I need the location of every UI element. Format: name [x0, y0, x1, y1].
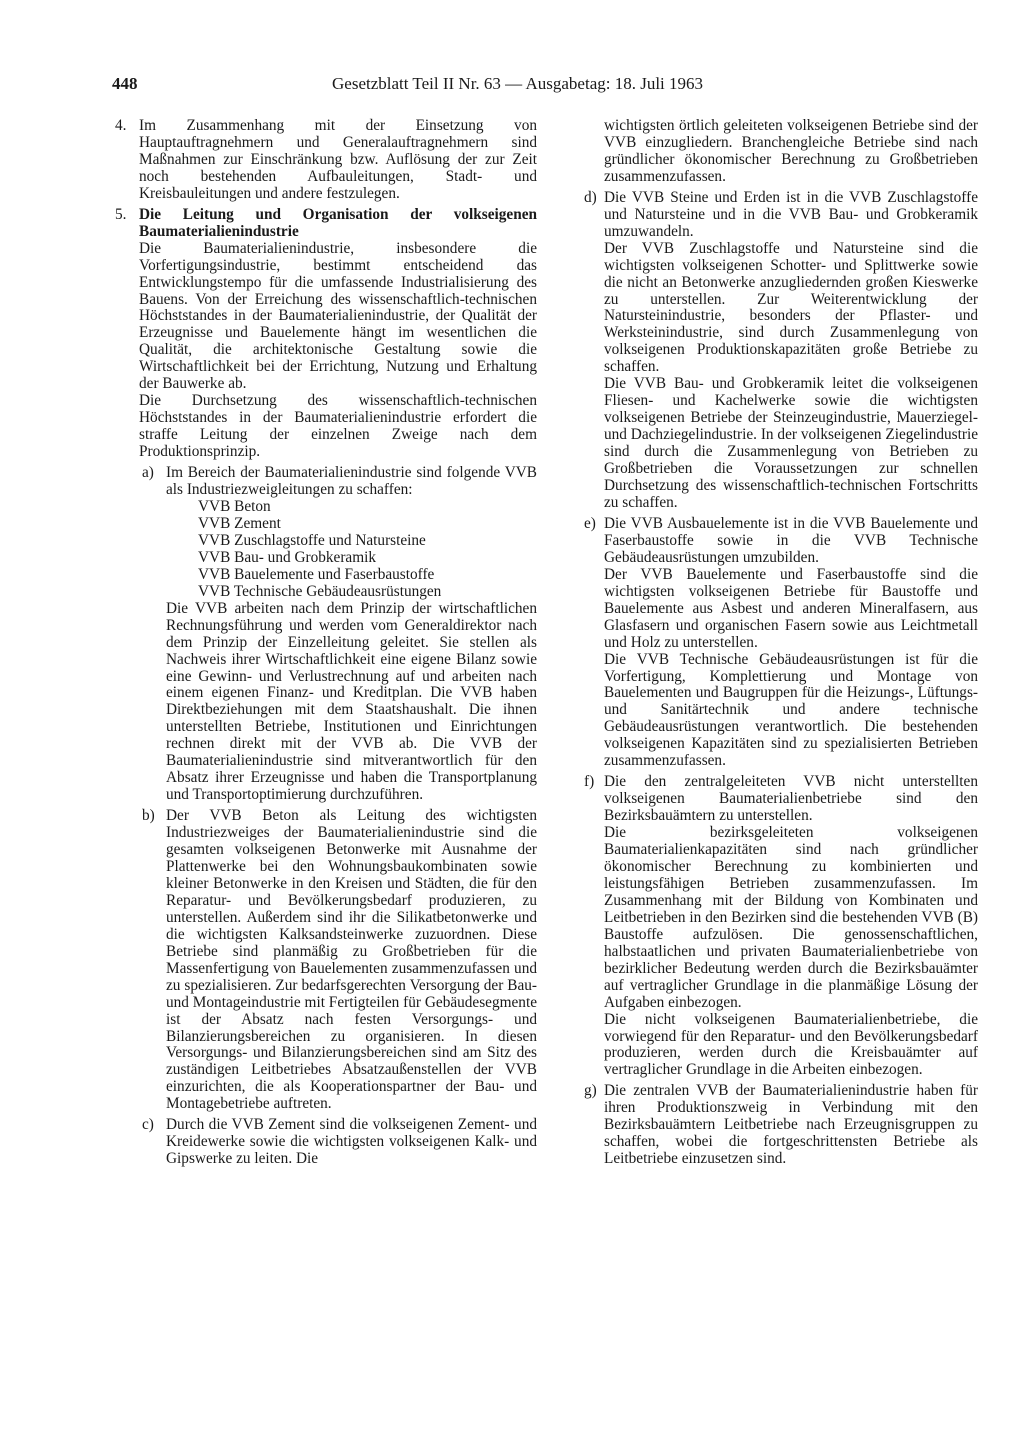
paragraph: Der VVB Beton als Leitung des wichtigsten Industriezweiges der Baumaterialienindustrie sind die gesamten volkseigenen Betonwerke mit Ausnahme der Plattenwerke bei den Wohnungsbaukombinaten sowie kleiner Betonwerke in den Kreisen und Städten, die für den Reparatur- und Bevölkerungsbedarf produzieren, zu unterstellen. Außerdem sind ihr die Silikatbetonwerke und die wichtigsten Kalksandsteinwerke zuzuordnen. Diese Betriebe sind planmäßig zu Großbetrieben für die Massenfertigung von Bauelementen zusammenzufassen und zu spezialisieren. Zur bedarfsgerechten Versorgung der Bau- und Montageindustrie mit Fertigteilen für Gebäudesegmente ist der Absatz nach festen Versorgungs- und Bilanzierungsbereichen zu organisieren. In diesen Versorgungs- und Bilanzierungsbereichen sind am Sitz des zuständigen Leitbetriebes Absatzaußenstellen der VVB einzurichten, die als Kooperationspartner der Bau- und Montagebetriebe auftreten. [166, 807, 537, 1113]
subitem-label: b) [142, 807, 155, 825]
item-text: Im Zusammenhang mit der Einsetzung von Hauptauftragnehmern und Generalauftragnehmern sind Maßnahmen zur Einschränkung bzw. Auflösung der zur Zeit noch bestehenden Aufbauleitungen, Stadt- und Kreisbauleitungen und andere festzulegen. [139, 117, 537, 202]
right-column [582, 118, 978, 1168]
subitem-a [139, 465, 537, 804]
list-item: VVB Technische Gebäudeausrüstungen [198, 582, 442, 600]
subitem-label: f) [584, 773, 595, 791]
subitem-g [582, 1083, 978, 1168]
running-title: Gesetzblatt Teil II Nr. 63 — Ausgabetag: 18. Juli 1963 [332, 74, 704, 93]
paragraph: Der VVB Bauelemente und Faserbaustoffe sind die wichtigsten volkseigenen Betriebe für Baustoffe und Bauelemente aus Asbest und anderen Mineralfasern, aus Glasfasern und organischen Fasern sowie aus Leichtmetall und Holz zu unterstellen. [604, 565, 978, 651]
list-item: VVB Zuschlagstoffe und Natursteine [198, 531, 426, 549]
subitem-label: c) [142, 1116, 154, 1134]
paragraph: Die VVB Ausbauelemente ist in die VVB Bauelemente und Faserbaustoffe sowie in die VVB Technische Gebäudeausrüstungen umzubilden. [604, 514, 978, 566]
subitem-label: e) [584, 514, 596, 532]
subitem-c [139, 1117, 537, 1168]
paragraph: Die bezirksgeleiteten volkseigenen Baumaterialienkapazitäten sind nach gründlicher ökonomischer Berechnung zu kombinierten und leistungsfähigen Betrieben zusammenzufassen. Im Zusammenhang mit der Bildung von Kombinaten und Leitbetrieben in den Bezirken sind die bestehenden VVB (B) Baustoffe aufzulösen. Die genossenschaftlichen, halbstaatlichen und privaten Baumaterialienbetriebe von bezirklicher Bedeutung werden durch die Bezirksbauämter auf vertraglicher Grundlage in die planmäßige Lösung der Aufgaben einbezogen. [604, 824, 978, 1011]
item-number: 4. [115, 117, 127, 134]
item-number: 5. [115, 205, 127, 223]
paragraph: Die Baumaterialienindustrie, insbesondere die Vorfertigungsindustrie, bestimmt entscheidend das Entwicklungstempo für die umfassende Industrialisierung des Bauens. Von der Erreichung des wissenschaftlich-technischen Höchststandes in der Baumaterialienindustrie, der Qualität der Erzeugnisse und Bauelemente hängt im wesentlichen die Qualität, die architektonische Gestaltung sowie die Wirtschaftlichkeit bei der Errichtung, Nutzung und Erhaltung der Bauwerke ab. [139, 239, 537, 393]
paragraph: Die Durchsetzung des wissenschaftlich-technischen Höchststandes in der Baumaterialienindustrie erfordert die straffe Leitung der einzelnen Zweige nach dem Produktionsprinzip. [139, 392, 537, 461]
paragraph: Die zentralen VVB der Baumaterialienindustrie haben für ihren Produktionszweig in Verbindung mit den Bezirksbauämtern Leitbetriebe nach Erzeugnisgruppen zu schaffen, wobei die fortgeschrittensten Betriebe als Leitbetriebe einzusetzen sind. [604, 1082, 978, 1168]
item-4 [112, 118, 537, 203]
subitem-e [582, 516, 978, 770]
list-item: VVB Beton [198, 497, 271, 515]
subitem-label: a) [142, 464, 154, 482]
subitem-f [582, 774, 978, 1079]
paragraph: Die VVB Bau- und Grobkeramik leitet die volkseigenen Fliesen- und Kachelwerke sowie die wichtigsten volkseigenen Betriebe der Steinzeugindustrie, Mauerziegel- und Dachziegelindustrie. In der volkseigenen Ziegelindustrie sind durch die Zusammenlegung von Betrieben zu Großbetrieben die Voraussetzungen zur schnellen Durchsetzung des wissenschaftlich-technischen Fortschritts zu schaffen. [604, 375, 978, 511]
paragraph: Durch die VVB Zement sind die volkseigenen Zement- und Kreidewerke sowie die wichtigsten volkseigenen Kalk- und Gipswerke zu leiten. Die [166, 1116, 537, 1168]
paragraph: Die VVB Steine und Erden ist in die VVB Zuschlagstoffe und Natursteine und in die VVB Bau- und Grobkeramik umzuwandeln. [604, 188, 978, 240]
paragraph: Die den zentralgeleiteten VVB nicht unterstellten volkseigenen Baumaterialienbetriebe sind den Bezirksbauämtern zu unterstellen. [604, 773, 978, 825]
vvb-list [166, 499, 537, 601]
subitem-d [582, 190, 978, 512]
paragraph: Der VVB Zuschlagstoffe und Natursteine sind die wichtigsten volkseigenen Schotter- und Splittwerke sowie die nicht an Betonwerke anzugliedernden großen Kieswerke zu unterstellen. Zur Weiterentwicklung der Natursteinindustrie, besonders der Pflaster- und Werksteinindustrie, sind durch Zusammenlegung von volkseigenen Produktionskapazitäten große Betriebe zu schaffen. [604, 239, 978, 376]
list-item: VVB Zement [198, 514, 281, 532]
subitem-b [139, 808, 537, 1113]
item-5 [112, 207, 537, 1168]
subitem-label: d) [584, 188, 597, 206]
paragraph: Die nicht volkseigenen Baumaterialienbetriebe, die vorwiegend für den Reparatur- und den Bevölkerungsbedarf produzieren, werden durch die Kreisbauämter auf vertraglicher Grundlage in die Arbeiten einbezogen. [604, 1010, 978, 1079]
page-header [112, 74, 957, 104]
paragraph: Die VVB Technische Gebäudeausrüstungen ist für die Vorfertigung, Komplettierung und Montage von Bauelementen und Baugruppen für die Heizungs-, Lüftungs- und Sanitärtechnik und andere technische Gebäudeausrüstungen verantwortlich. Die bestehenden volkseigenen Kapazitäten sind zu spezialisierten Betrieben zusammenzufassen. [604, 650, 978, 770]
subitem-label: g) [584, 1082, 597, 1100]
left-column [112, 118, 537, 1168]
page-number: 448 [112, 74, 138, 93]
paragraph: Die VVB arbeiten nach dem Prinzip der wirtschaftlichen Rechnungsführung und werden vom Generaldirektor nach dem Prinzip der Einzelleitung geleitet. Sie stellen als Nachweis ihrer Wirtschaftlichkeit eine eigene Bilanz sowie eine Gewinn- und Verlustrechnung auf und arbeiten nach einem eigenen Finanz- und Kreditplan. Die VVB haben Direktbeziehungen mit dem Staatshaushalt. Die ihnen unterstellten Betriebe, Institutionen und Einrichtungen rechnen direkt mit der VVB ab. Die VVB der Baumaterialienindustrie sind mitverantwortlich für den Absatz ihrer Erzeugnisse und haben die Transportplanung und Transportoptimierung durchzuführen. [166, 599, 537, 804]
paragraph: Im Bereich der Baumaterialienindustrie sind folgende VVB als Industriezweigleitungen zu schaffen: [166, 464, 537, 499]
list-item: VVB Bauelemente und Faserbaustoffe [198, 565, 435, 583]
list-item: VVB Bau- und Grobkeramik [198, 548, 377, 566]
paragraph: wichtigsten örtlich geleiteten volkseigenen Betriebe sind der VVB einzugliedern. Branchengleiche Betriebe sind nach gründlicher ökonomischer Berechnung zu Großbetrieben zusammenzufassen. [604, 117, 978, 185]
subitem-c-continued [582, 118, 978, 186]
section-heading: Die Leitung und Organisation der volkseigenen Baumaterialienindustrie [139, 205, 537, 240]
